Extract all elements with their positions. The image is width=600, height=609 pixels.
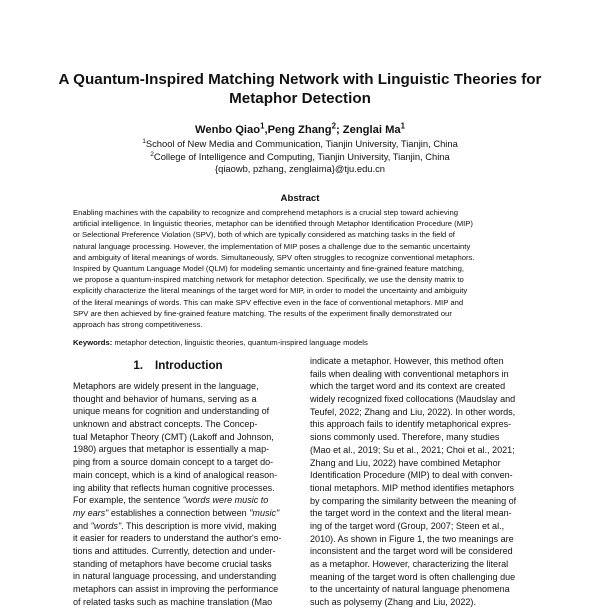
author-affil-mark: 1 xyxy=(400,121,405,131)
body-line xyxy=(73,418,295,431)
abstract-heading: Abstract xyxy=(280,193,320,204)
author-list xyxy=(40,123,560,137)
body-line: widely recognized fixed collocations (Maudslay and xyxy=(310,394,516,405)
body-line: inconsistent and the target word will be considered xyxy=(310,546,513,557)
body-text: For example, the sentence xyxy=(73,495,183,506)
body-text: thought and behavior of humans, serving as a xyxy=(73,393,257,404)
author-name: Zenglai Ma xyxy=(342,124,401,136)
keywords-label: Keywords: xyxy=(73,338,113,347)
body-text: tions and attitudes. Currently, detection and under- xyxy=(73,545,276,556)
body-line xyxy=(73,570,295,583)
author-name: Wenbo Qiao xyxy=(195,124,261,136)
body-line xyxy=(73,482,295,495)
affiliation-mark: 2 xyxy=(150,150,154,158)
body-line xyxy=(73,443,295,456)
body-line xyxy=(73,583,295,596)
body-line xyxy=(73,393,295,406)
right-column-body xyxy=(310,355,530,609)
body-text: unknown and abstract concepts. The Concep- xyxy=(73,419,258,430)
body-line: 2010). As shown in Figure 1, the two meanings are xyxy=(310,533,514,544)
body-line xyxy=(73,494,295,507)
affiliation-text: School of New Media and Communication, Tianjin University, Tianjin, China xyxy=(145,138,458,149)
body-text: main concept, which is a kind of analogical reason- xyxy=(73,469,278,480)
body-line xyxy=(73,431,295,444)
paper-title xyxy=(40,70,560,108)
abstract-body xyxy=(73,207,528,330)
body-line: Identification Procedure (MIP) to deal with conven- xyxy=(310,470,513,481)
abstract-line: or Selectional Preference Violation (SPV), both of which are typically considered as matching tasks in the field of xyxy=(73,230,455,240)
body-text: it easier for readers to understand the author's emo- xyxy=(73,533,282,544)
body-line xyxy=(73,558,295,571)
body-text: of related tasks such as machine translation (Mao xyxy=(73,596,273,607)
body-line: fails when dealing with conventional metaphors in xyxy=(310,368,509,379)
abstract-line: SPV are then achieved by fine-grained feature matching. The results of the experiment finally demonstrated our xyxy=(73,308,452,318)
body-line: by comparing the similarity between the meaning of xyxy=(310,495,517,506)
body-text: metaphors can assist in improving the performance xyxy=(73,584,279,594)
affiliation-2 xyxy=(40,151,560,163)
abstract-line: natural language processing. However, the implementation of MIP poses a challenge due to the semantic uncertainty xyxy=(73,241,471,251)
author-emails: {qiaowb, pzhang, zenglaima}@tju.edu.cn xyxy=(214,163,386,174)
body-text: in natural language processing, and understanding xyxy=(73,571,277,582)
section-title: Introduction xyxy=(155,359,223,372)
body-text: . This description is more vivid, making xyxy=(121,520,277,531)
body-text: tual Metaphor Theory (CMT) (Lakoff and Johnson, xyxy=(73,431,274,442)
affiliation-text: College of Intelligence and Computing, Tianjin University, Tianjin, China xyxy=(153,151,450,162)
body-line: Zhang and Liu, 2022) have combined Metaphor xyxy=(310,457,501,468)
author-separator: ; xyxy=(335,124,343,136)
section-number: 1. xyxy=(133,359,144,372)
body-line: tional metaphors. MIP method identifies metaphors xyxy=(310,482,514,493)
body-text: ping from a source domain concept to a target do- xyxy=(73,457,274,468)
abstract-line: and ambiguity of literal meanings of words. Simultaneously, SPV often struggles to recognize conventional metaphors. xyxy=(73,252,475,262)
keywords xyxy=(73,337,528,348)
abstract-line: Enabling machines with the capability to recognize and comprehend metaphors is a crucial step toward achieving xyxy=(73,208,459,217)
body-line xyxy=(73,405,295,418)
author-name: Peng Zhang xyxy=(267,124,332,136)
body-text: Metaphors are widely present in the language, xyxy=(73,381,259,391)
abstract-line: artificial intelligence. In linguistic theories, metaphor can be identified through Metaphor Identification Procedure (MIP) xyxy=(73,219,473,229)
affiliation-1 xyxy=(40,138,560,150)
body-line xyxy=(73,380,295,393)
body-line xyxy=(73,507,295,520)
body-line: such as polysemy (Zhang and Liu, 2022). xyxy=(310,597,476,608)
body-line xyxy=(73,456,295,469)
keywords-text: metaphor detection, linguistic theories, quantum-inspired language models xyxy=(112,338,368,347)
title-line-1: A Quantum-Inspired Matching Network with Linguistic Theories for xyxy=(58,71,542,88)
body-text: establishes a connection between xyxy=(108,507,250,518)
body-line: ing of the target word (Group, 2007; Steen et al., xyxy=(310,520,505,531)
quoted-text: "music" xyxy=(249,507,280,518)
author-separator: , xyxy=(264,124,268,136)
body-line xyxy=(73,469,295,482)
body-line: the target word in the context and the literal mean- xyxy=(310,508,512,519)
body-line: indicate a metaphor. However, this method often xyxy=(310,356,504,366)
quoted-text: "words" xyxy=(90,520,122,531)
body-text: and xyxy=(73,520,91,531)
body-text: 1980) argues that metaphor is essentially a map- xyxy=(73,444,270,455)
abstract-line: Inspired by Quantum Language Model (QLM) for modeling semantic uncertainty and fine-grained feature matching, xyxy=(73,263,464,273)
author-affil-mark: 1 xyxy=(260,121,265,131)
abstract-line: we propose a quantum-inspired matching network for metaphor detection. Specifically, we use the density matrix to xyxy=(73,275,464,285)
quoted-text: my ears" xyxy=(73,507,109,518)
body-line: Teufel, 2022; Zhang and Liu, 2022). In other words, xyxy=(310,406,516,417)
body-line: (Mao et al., 2019; Su et al., 2021; Choi et al., 2021; xyxy=(310,444,515,455)
affiliation-mark: 1 xyxy=(142,137,146,145)
author-affil-mark: 2 xyxy=(331,121,336,131)
title-line-2: Metaphor Detection xyxy=(229,90,371,107)
body-line: as a metaphor. However, characterizing the literal xyxy=(310,559,509,569)
body-line xyxy=(73,532,295,545)
body-text: standing of metaphors have become crucial tasks xyxy=(73,558,272,569)
body-line: to the uncertainty of natural language phenomena xyxy=(310,584,510,595)
section-heading xyxy=(73,359,283,373)
body-line: which the target word and its context are created xyxy=(310,381,506,392)
body-line: meaning of the target word is often challenging due xyxy=(310,571,516,582)
abstract-line: explicitly characterize the literal meanings of the target word for MIP, in order to model the uncertainty and ambiguity xyxy=(73,286,468,296)
left-column-body xyxy=(73,380,295,608)
body-line xyxy=(73,520,295,533)
body-line xyxy=(73,545,295,558)
abstract-line: of the literal meanings of words. This can make SPV effective even in the face of conventional metaphors. MIP and xyxy=(73,297,464,307)
body-text: ing ability that reflects human cognitive processes. xyxy=(73,482,275,493)
body-line xyxy=(73,596,295,609)
abstract-line: approach has strong competitiveness. xyxy=(73,319,203,329)
body-text: unique means for cognition and understanding of xyxy=(73,406,270,417)
quoted-text: "words were music to xyxy=(182,495,269,506)
body-line: sions commonly used. Therefore, many studies xyxy=(310,432,500,443)
body-line: this approach fails to identify metaphorical expres- xyxy=(310,419,512,430)
